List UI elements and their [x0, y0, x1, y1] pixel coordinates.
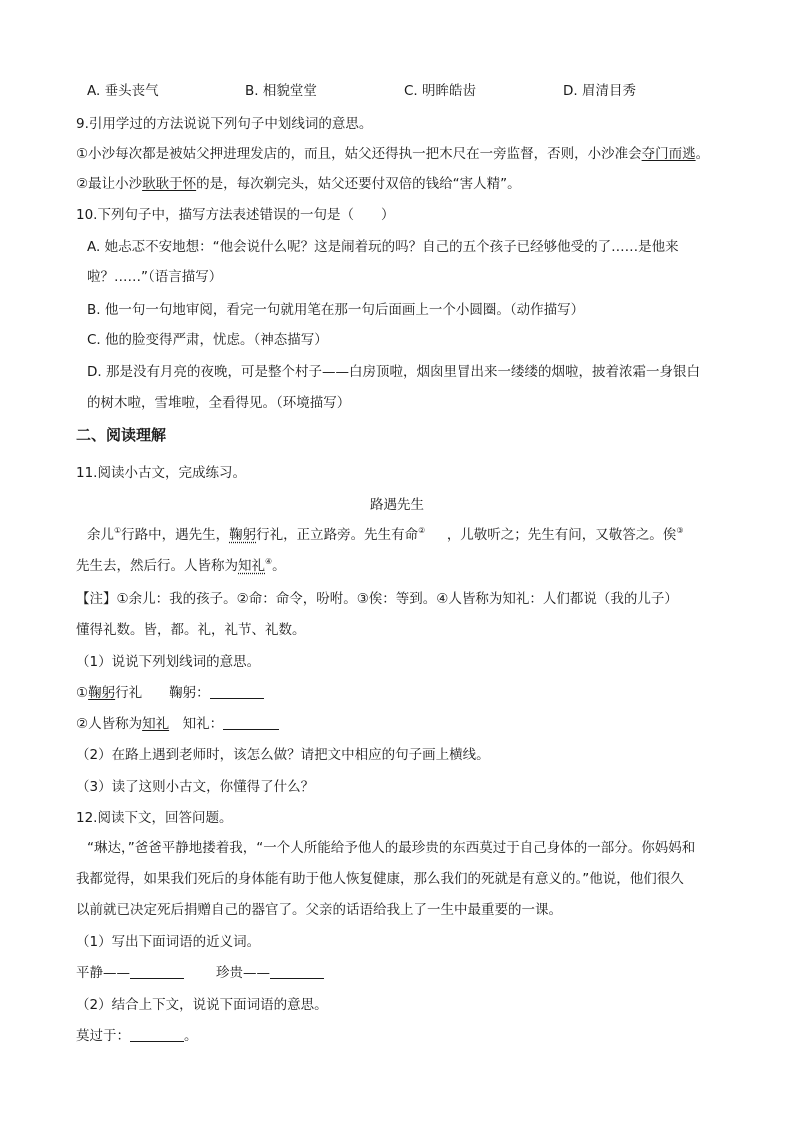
q12-stem: 12.阅读下文，回答问题。: [76, 810, 233, 826]
q11-underlined-word-zhili: 知礼: [238, 558, 265, 574]
q12-synonym-1: 平静——: [76, 963, 184, 983]
q9-sentence-2: ②最让小沙耿耿于怀的是，每次剃完头，姑父还要付双倍的钱给“害人精”。: [76, 176, 521, 192]
q11-subquestion-1: （1）说说下列划线词的意思。: [76, 654, 261, 670]
q12-subquestion-2: （2）结合上下文，说说下面词语的意思。: [76, 997, 328, 1013]
q12-subquestion-1: （1）写出下面词语的近义词。: [76, 934, 261, 950]
q9-underlined-word-1: 夺门而逃: [641, 146, 696, 162]
q9-stem: 9.引用学过的方法说说下列句子中划线词的意思。: [76, 116, 373, 132]
q8-option-b: B. 相貌堂堂: [245, 83, 317, 99]
section-title: 二、阅读理解: [76, 426, 167, 444]
q10-option-d-line1: D. 那是没有月亮的夜晚，可是整个村子——白房顶啦，烟囱里冒出来一缕缕的烟啦，披着浓霜一身银白: [87, 364, 700, 380]
q11-subquestion-1-item1: ①鞠躬行礼 鞠躬：: [76, 683, 264, 703]
q9-underlined-word-2: 耿耿于怀: [142, 176, 197, 192]
q11-subquestion-3: （3）读了这则小古文，你懂得了什么？: [76, 779, 315, 795]
q12-passage-line1: “琳达，”爸爸平静地搂着我，“一个人所能给予他人的最珍贵的东西莫过于自己身体的一部分。你妈妈和: [87, 840, 696, 856]
q11-subquestion-1-item2: ②人皆称为知礼 知礼：: [76, 714, 279, 734]
q11-subquestion-2: （2）在路上遇到老师时，该怎么做？请把文中相应的句子画上横线。: [76, 747, 490, 763]
q11-note-line1: 【注】①余儿：我的孩子。②命：命令，吩咐。③俟：等到。④人皆称为知礼：人们都说（我的儿子）: [76, 591, 678, 607]
q10-option-b: B. 他一句一句地审阅，看完一句就用笔在那一句后面画上一个小圆圈。（动作描写）: [87, 302, 585, 318]
answer-blank[interactable]: [210, 684, 264, 699]
answer-blank[interactable]: [130, 964, 184, 979]
q8-option-d: D. 眉清目秀: [563, 83, 636, 99]
answer-blank[interactable]: [130, 1027, 184, 1042]
q10-stem: 10.下列句子中，描写方法表述错误的一句是（ ）: [76, 207, 395, 223]
q10-option-c: C. 他的脸变得严肃，忧虑。（神态描写）: [87, 332, 328, 348]
q12-passage-line2: 我都觉得，如果我们死后的身体能有助于他人恢复健康，那么我们的死就是有意义的。”他说，他们很久: [76, 871, 684, 887]
q12-passage-line3: 以前就已决定死后捐赠自己的器官了。父亲的话语给我上了一生中最重要的一课。: [76, 902, 562, 918]
q10-option-a-line2: 啦？……”（语言描写）: [87, 269, 223, 285]
answer-blank[interactable]: [223, 715, 279, 730]
q11-passage-title: 路遇先生: [370, 497, 424, 513]
q9-sentence-1: ①小沙每次都是被姑父押进理发店的，而且，姑父还得执一把木尺在一旁监督，否则，小沙准会夺门而逃。: [76, 146, 710, 162]
q12-synonym-2: 珍贵——: [216, 963, 324, 983]
q11-passage-line1: 余儿①行路中，遇先生，鞠躬行礼，正立路旁。先生有命② ，儿敬听之；先生有问，又敬答之。俟③: [87, 526, 684, 543]
q10-option-d-line2: 的树木啦，雪堆啦，全看得见。（环境描写）: [87, 395, 351, 411]
q11-passage-line2: 先生去，然后行。人皆称为知礼④。: [76, 557, 286, 574]
q12-word: 莫过于： 。: [76, 1028, 198, 1044]
q10-option-a-line1: A. 她忐忑不安地想：“他会说什么呢？这是闹着玩的吗？自己的五个孩子已经够他受的了……是他来: [87, 239, 679, 255]
q11-stem: 11.阅读小古文，完成练习。: [76, 465, 246, 481]
answer-blank[interactable]: [270, 964, 324, 979]
q8-option-c: C. 明眸皓齿: [404, 83, 477, 99]
q11-note-line2: 懂得礼数。皆，都。礼，礼节、礼数。: [76, 622, 306, 638]
q8-option-a: A. 垂头丧气: [87, 83, 159, 99]
q11-underlined-word-jugong: 鞠躬: [229, 527, 257, 543]
